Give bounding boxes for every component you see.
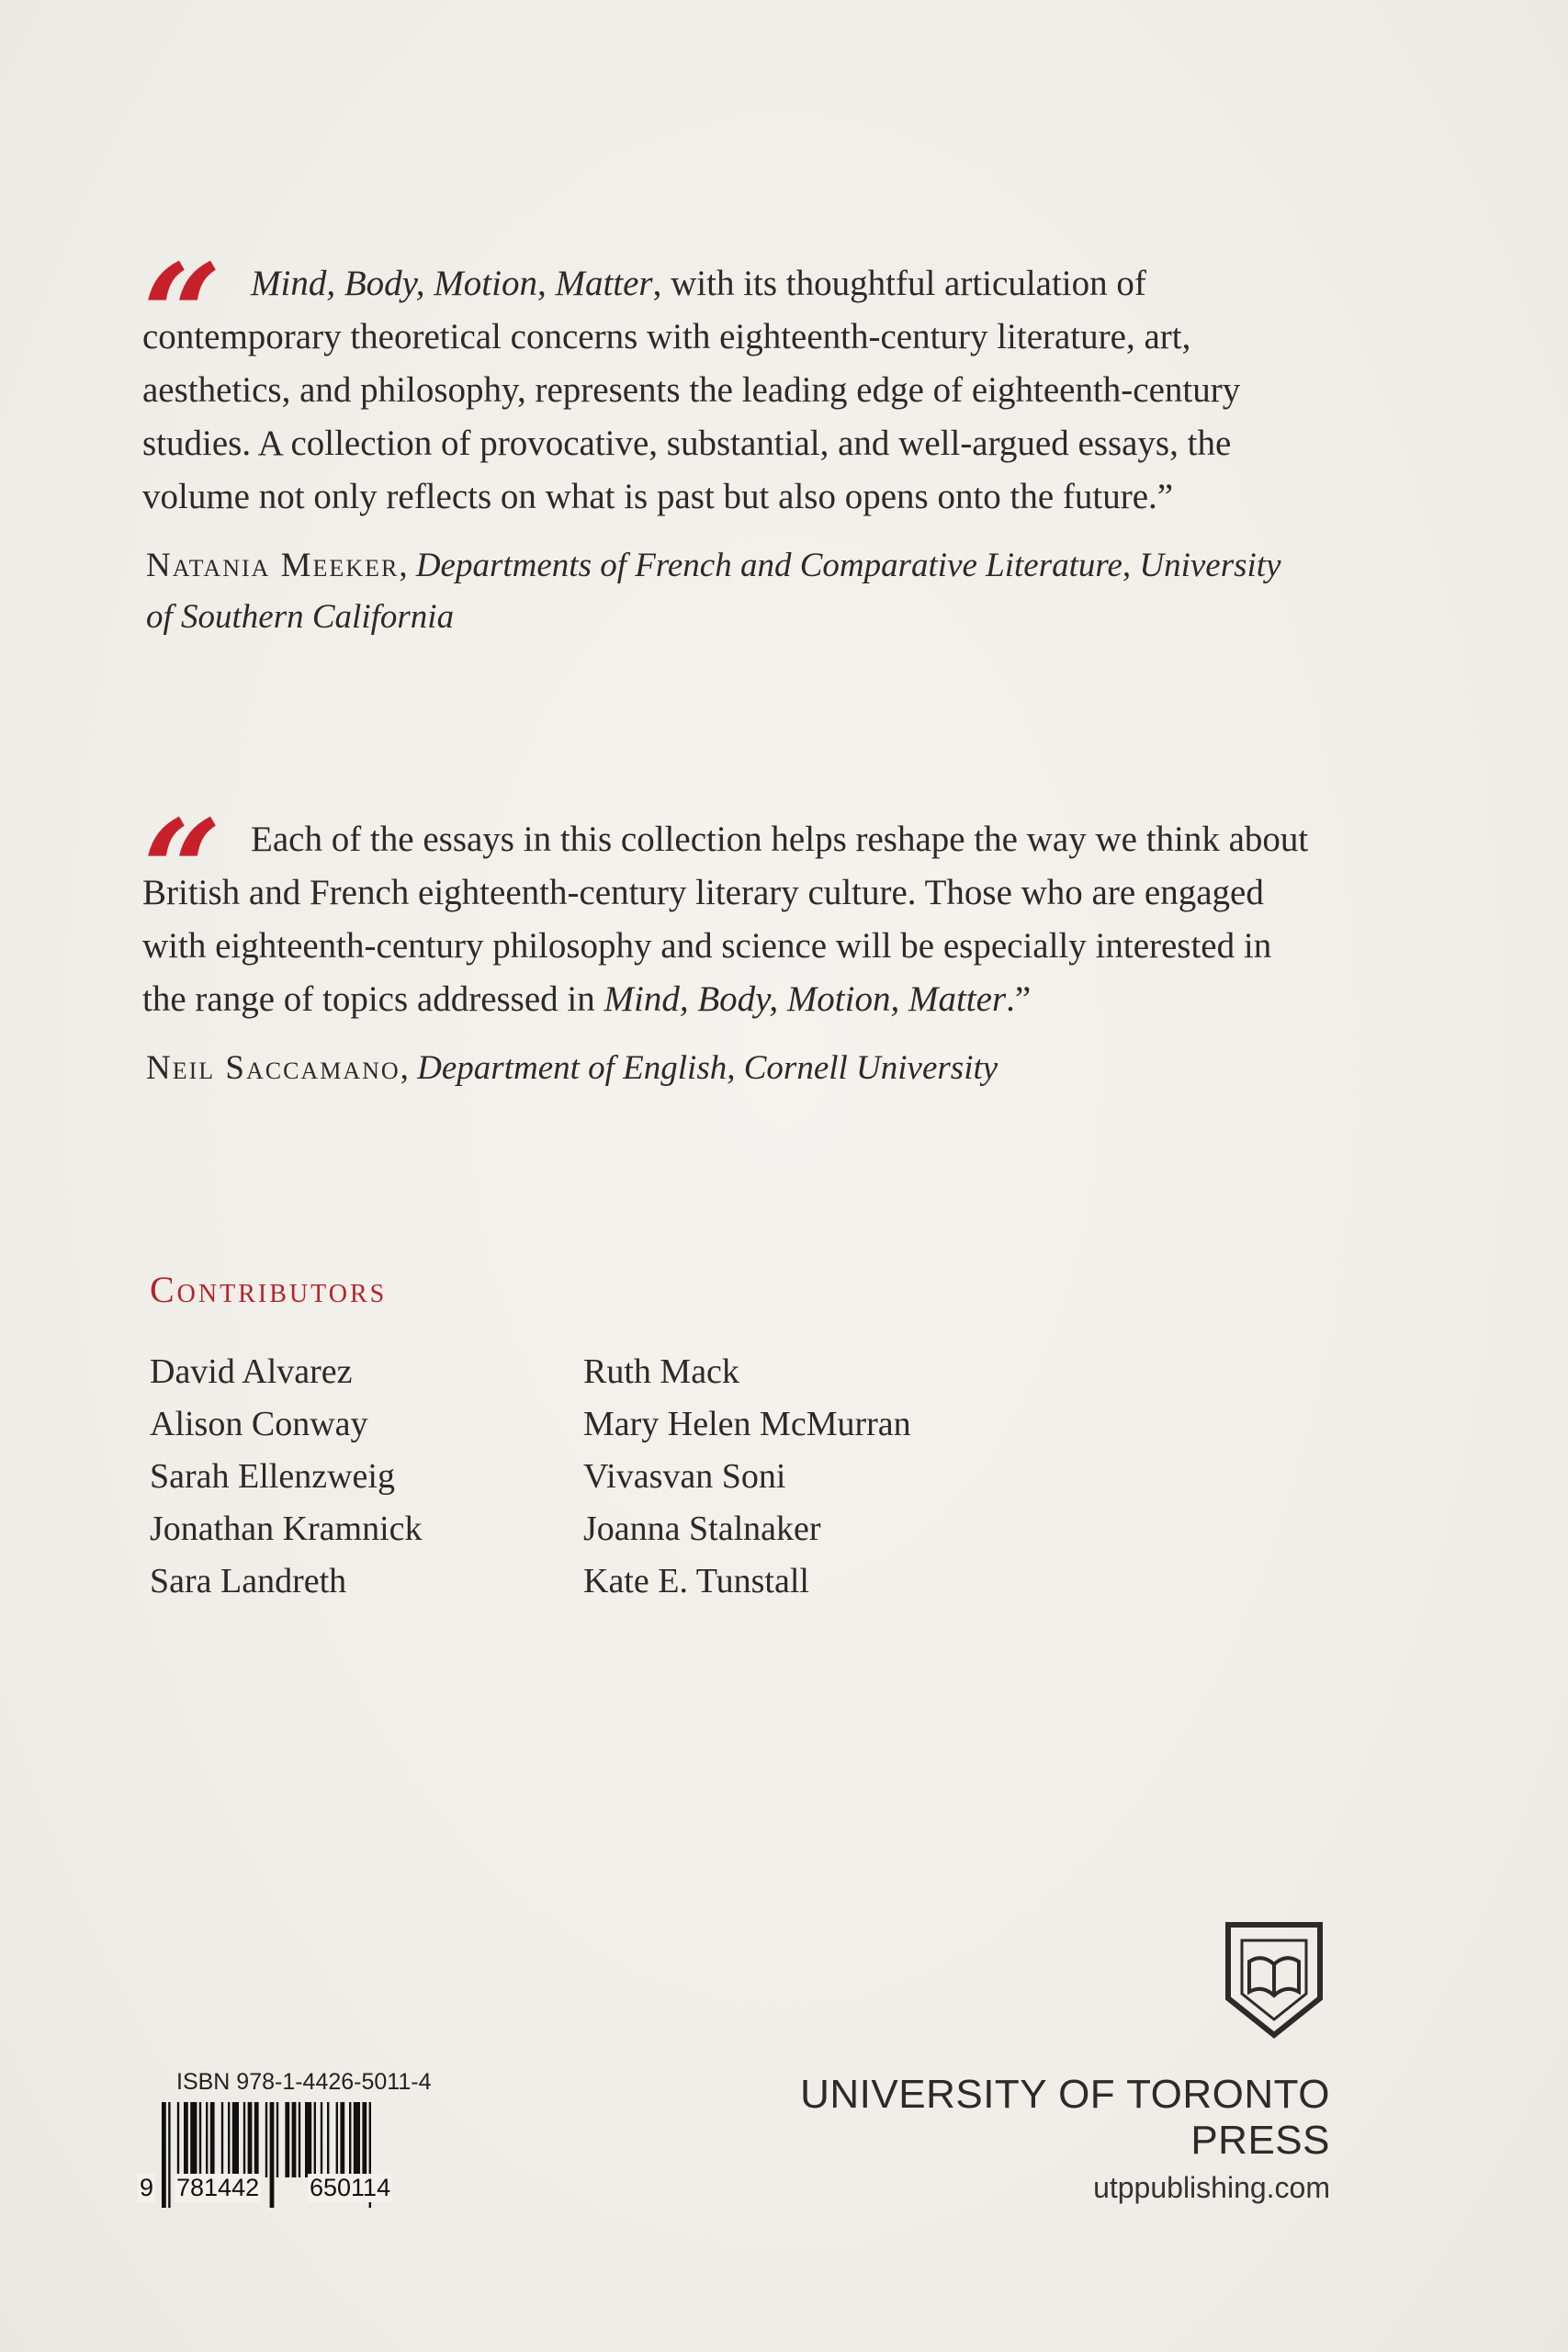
barcode-bar: [354, 2102, 360, 2177]
contributor-name: Jonathan Kramnick: [150, 1510, 423, 1548]
contributor-name: Ruth Mack: [583, 1352, 739, 1391]
isbn-label: ISBN 978-1-4426-5011-4: [176, 2069, 432, 2095]
barcode-bar: [243, 2102, 245, 2177]
barcode-bar: [184, 2102, 188, 2177]
barcode-bar: [276, 2102, 278, 2177]
barcode-bar: [199, 2102, 201, 2177]
barcode-bar: [285, 2102, 289, 2177]
blurb-2-author: Neil Saccamano: [146, 1049, 400, 1087]
barcode-bar: [349, 2102, 351, 2177]
publisher-name: UNIVERSITY OF TORONTO PRESS: [800, 2072, 1330, 2163]
barcode-bar: [177, 2102, 179, 2177]
quote-mark-icon: “: [142, 234, 222, 396]
blurb-1: [142, 234, 1309, 643]
contributors-column-1: [150, 1346, 423, 1608]
contributor-name: Kate E. Tunstall: [583, 1562, 809, 1600]
barcode-bar: [206, 2102, 208, 2177]
barcode-bar: [265, 2102, 267, 2177]
barcode-bar: [221, 2102, 223, 2177]
blurb-1-affiliation: Departments of French and Comparative Literature, University of Southern California: [146, 547, 1281, 636]
barcode-bar: [321, 2102, 322, 2177]
barcode-bar: [314, 2102, 316, 2177]
quote-mark-icon: “: [142, 790, 222, 952]
blurb-2: [142, 790, 1309, 1094]
barcode-bar: [248, 2102, 253, 2177]
open-book-shield-icon: [1224, 1920, 1325, 2040]
barcode-bar: [299, 2102, 300, 2177]
barcode-bar: [292, 2102, 297, 2177]
barcode-bar: [210, 2102, 215, 2177]
contributor-name: Joanna Stalnaker: [583, 1510, 821, 1548]
blurb-1-attribution: Natania Meeker, Departments of French and Comparative Literature, University of Southern California: [146, 547, 1281, 636]
barcode-bar: [362, 2102, 367, 2177]
contributors-column-2: [583, 1346, 911, 1608]
contributor-name: Mary Helen McMurran: [583, 1405, 911, 1443]
barcode-bar: [327, 2102, 329, 2177]
contributor-name: Sara Landreth: [150, 1562, 347, 1600]
barcode-group-1: 781442: [176, 2174, 260, 2201]
contributor-name: Sarah Ellenzweig: [150, 1457, 395, 1496]
contributor-name: Alison Conway: [150, 1405, 368, 1443]
barcode-bar: [336, 2102, 338, 2177]
barcode-digits: [138, 2174, 441, 2211]
barcode-bar: [254, 2102, 259, 2177]
contributor-name: Vivasvan Soni: [583, 1457, 786, 1496]
barcode-bar: [305, 2102, 311, 2177]
blurb-2-attribution: Neil Saccamano, Department of English, Cornell University: [146, 1049, 998, 1087]
blurb-2-text: Each of the essays in this collection helps reshape the way we think about British and French eighteenth-century literary culture. Those who are engaged with eighteenth-century philosophy and science will be especially interested in the range of topics addressed in Mind, Body, Motion, Matter.”: [142, 820, 1309, 1019]
barcode-bar: [340, 2102, 344, 2177]
blurb-2-affiliation: Department of English, Cornell University: [417, 1049, 998, 1087]
blurb-1-text: Mind, Body, Motion, Matter, with its thoughtful articulation of contemporary theoretical concerns with eighteenth-century literature, art, aesthetics, and philosophy, represents the leading edge of eighteenth-century studies. A collection of provocative, substantial, and well-argued essays, the volume not only reflects on what is past but also opens onto the future.”: [142, 264, 1241, 516]
contributor-name: David Alvarez: [150, 1352, 353, 1391]
barcode-bar: [228, 2102, 230, 2177]
barcode-bar: [232, 2102, 239, 2177]
barcode-lead-digit: 9: [140, 2174, 154, 2201]
blurb-1-author: Natania Meeker: [146, 547, 400, 584]
contributors-heading: Contributors: [150, 1269, 388, 1310]
barcode-group-2: 650114: [310, 2174, 391, 2201]
barcode-bar: [190, 2102, 197, 2177]
publisher-website: utppublishing.com: [1093, 2171, 1330, 2204]
